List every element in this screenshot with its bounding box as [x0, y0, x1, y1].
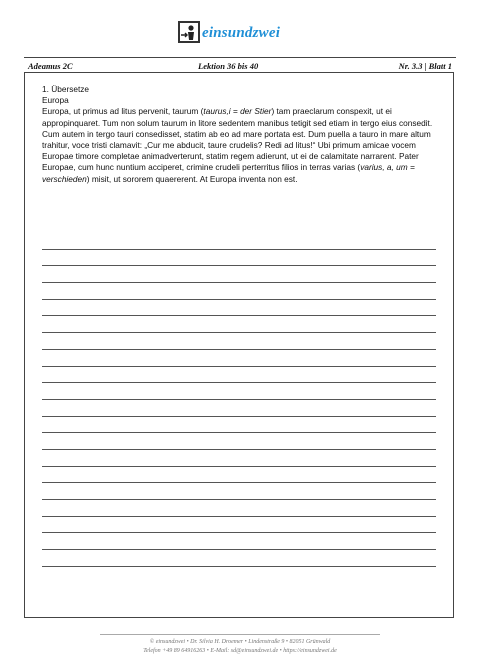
text-title: Europa [42, 95, 69, 106]
latin-text [42, 106, 440, 184]
writing-line[interactable] [42, 550, 436, 567]
task-number: 1. Übersetze [42, 84, 90, 94]
writing-line[interactable] [42, 417, 436, 434]
writing-line[interactable] [42, 283, 436, 300]
writing-line[interactable] [42, 383, 436, 400]
writing-lines [42, 233, 436, 567]
writing-line[interactable] [42, 433, 436, 450]
logo-text: einsundzwei [202, 25, 281, 41]
translation-task [42, 84, 440, 185]
writing-line[interactable] [42, 483, 436, 500]
writing-line[interactable] [42, 266, 436, 283]
worksheet-header [26, 59, 454, 72]
writing-line[interactable] [42, 333, 436, 350]
brand-logo [178, 19, 308, 49]
vocab-note: varius, a, um = verschieden [42, 162, 415, 184]
writing-line[interactable] [42, 316, 436, 333]
footer [0, 638, 480, 656]
writing-line[interactable] [42, 450, 436, 467]
footer-contact: Telefon +49 89 64916263 • E-Mail: sd@einsundzwei.de • https://einsundzwei.de [143, 648, 337, 654]
text-segment: ) misit, ut sororem quaererent. At Europa inventa non est. [86, 173, 298, 184]
lesson-range: Lektion 36 bis 40 [198, 61, 259, 71]
writing-line[interactable] [42, 517, 436, 534]
text-segment: Europa, ut primus ad litus pervenit, taurum ( [42, 106, 204, 117]
footer-rule [100, 634, 380, 635]
writing-line[interactable] [42, 300, 436, 317]
writing-line[interactable] [42, 250, 436, 267]
text-segment: ) tam praeclarum conspexit, ut ei appropinquaret. Tum non solum taurum in litore sedentem manibus tetigit sed etiam in tergo eius consedit. Cum autem in tergo tauri consedisset, statim ab eo ad mare portata est. Dum puella a tauro in mare altum trahitur, voce tristi clamavit: „Cur me abducit, taure crudelis? Redi ad litus!“ Ubi primum amicae vocem Europae timore completae animadverterunt, statim regem adierunt, ut ei de calamitate narrarent. Pater Europae, cum hunc nuntium acciperet, crimine crudeli perterritus filios in terras varias ( [42, 106, 433, 173]
writing-line[interactable] [42, 533, 436, 550]
writing-line[interactable] [42, 467, 436, 484]
vocab-note: taurus,i = der Stier [203, 106, 272, 117]
person-with-arrow-icon [178, 21, 200, 43]
writing-line[interactable] [42, 367, 436, 384]
writing-line[interactable] [42, 400, 436, 417]
sheet-number: Nr. 3.3 | Blatt 1 [398, 61, 452, 71]
header-rule [24, 57, 456, 58]
writing-line[interactable] [42, 500, 436, 517]
book-title: Adeamus 2C [28, 61, 73, 71]
writing-line[interactable] [42, 233, 436, 250]
writing-line[interactable] [42, 350, 436, 367]
footer-address: © einsundzwei • Dr. Silvia H. Droemer • Lindenstraße 9 • 82051 Grünwald [149, 639, 331, 645]
